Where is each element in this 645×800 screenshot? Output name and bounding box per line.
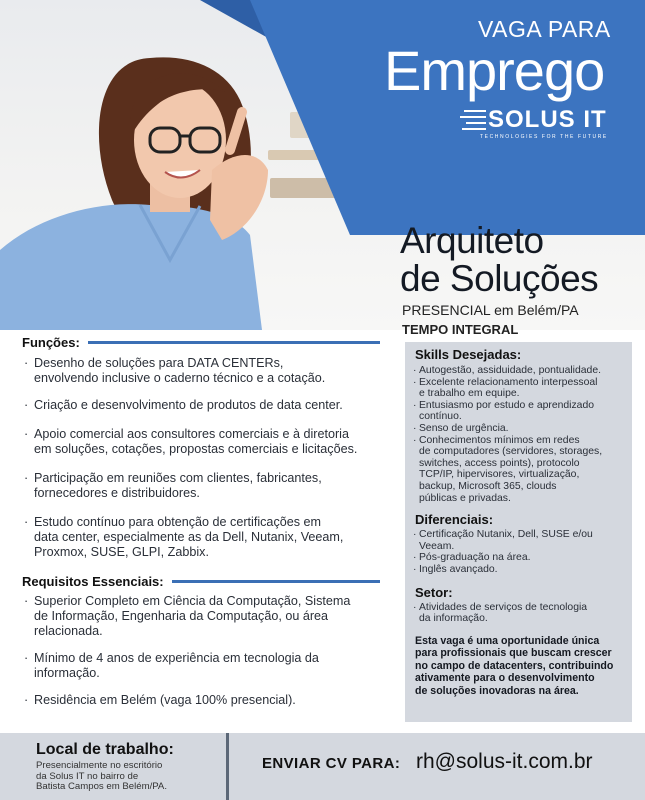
list-item	[413, 423, 632, 435]
list-item	[24, 515, 392, 560]
requisitos-heading-text: Requisitos Essenciais:	[22, 574, 164, 589]
list-item	[24, 356, 392, 386]
diferenciais-heading: Diferenciais:	[415, 512, 494, 528]
job-title-line1: Arquiteto	[400, 220, 544, 261]
requisitos-list	[22, 594, 392, 708]
list-item-text: Senso de urgência.	[419, 422, 509, 434]
bullet-icon: ·	[413, 376, 417, 388]
workplace-title: Local de trabalho:	[36, 741, 174, 758]
headline-text: Emprego	[384, 39, 605, 102]
list-item-text: Excelente relacionamento interpessoal e trabalho em equipe.	[419, 376, 598, 400]
setor-heading: Setor:	[415, 584, 453, 600]
kicker-text: VAGA PARA	[478, 16, 611, 42]
list-item	[24, 594, 392, 639]
skills-panel	[405, 342, 632, 722]
bullet-icon: ·	[413, 434, 417, 446]
bullet-icon: ·	[24, 594, 29, 608]
bullet-icon: ·	[413, 552, 417, 564]
bullet-icon: ·	[24, 427, 29, 441]
opportunity-note: Esta vaga é uma oportunidade única para profissionais que buscam crescer no campo de datacenters, contribuindo ativamente para o desenvolvimento de soluções inovadoras na área.	[415, 634, 614, 698]
list-item-text: Superior Completo em Ciência da Computação, Sistema de Informação, Engenharia da Computação, ou área relacionada.	[34, 594, 351, 638]
diferenciais-list	[405, 529, 632, 575]
job-location: PRESENCIAL em Belém/PA	[402, 302, 579, 318]
skills-list	[405, 365, 632, 504]
bullet-icon: ·	[413, 601, 417, 613]
list-item-text: Certificação Nutanix, Dell, SUSE e/ou Veeam.	[419, 529, 593, 552]
list-item-text: Residência em Belém (vaga 100% presencial).	[34, 693, 296, 707]
setor-list	[405, 602, 632, 625]
list-item-text: Criação e desenvolvimento de produtos de data center.	[34, 398, 343, 412]
list-item	[24, 693, 392, 708]
workplace-description: Presencialmente no escritório da Solus IT no bairro de Batista Campos em Belém/PA.	[36, 760, 167, 793]
list-item-text: Inglês avançado.	[419, 563, 498, 575]
logo-lines-icon	[460, 106, 488, 136]
heading-rule	[172, 580, 380, 583]
logo-tagline: TECHNOLOGIES FOR THE FUTURE	[480, 134, 608, 140]
bullet-icon: ·	[24, 693, 29, 707]
list-item	[413, 529, 632, 552]
funcoes-heading	[22, 335, 392, 350]
skills-heading: Skills Desejadas:	[415, 347, 522, 362]
list-item	[413, 377, 632, 400]
job-title-line2: de Soluções	[400, 258, 599, 299]
list-item-text: Autogestão, assiduidade, pontualidade.	[419, 365, 601, 376]
list-item-text: Participação em reuniões com clientes, fabricantes, fornecedores e distribuidores.	[34, 471, 322, 500]
list-item-text: Estudo contínuo para obtenção de certificações em data center, especialmente as da Dell, Nutanix, Veeam, Proxmox, SUSE, GLPI, Zabbix.	[34, 515, 344, 559]
list-item-text: Pós-graduação na área.	[419, 552, 531, 564]
list-item-text: Conhecimentos mínimos em redes de computadores (servidores, storages, switches, access points), protocolo TCP/IP, hipervisores, virtualização, backup, Microsoft 365, clouds públicas e privadas.	[419, 434, 603, 504]
bullet-icon: ·	[413, 399, 417, 411]
solus-it-logo	[458, 100, 628, 150]
list-item-text: Desenho de soluções para DATA CENTERs, envolvendo inclusive o caderno técnico e a cotação.	[34, 356, 326, 385]
send-cv-label: ENVIAR CV PARA:	[262, 755, 401, 772]
bullet-icon: ·	[413, 529, 417, 541]
list-item	[24, 651, 392, 681]
list-item	[413, 365, 632, 377]
list-item-text: Atividades de serviços de tecnologia da informação.	[419, 601, 588, 625]
job-type: TEMPO INTEGRAL	[402, 322, 519, 337]
list-item	[413, 400, 632, 423]
bullet-icon: ·	[24, 651, 29, 665]
list-item	[24, 427, 392, 457]
funcoes-heading-text: Funções:	[22, 335, 80, 350]
bullet-icon: ·	[24, 356, 29, 370]
list-item	[413, 435, 632, 505]
header-banner	[0, 0, 645, 330]
list-item	[24, 398, 392, 413]
list-item	[413, 564, 632, 576]
footer-divider	[226, 733, 229, 800]
left-column	[22, 335, 392, 708]
list-item	[24, 471, 392, 501]
requisitos-heading	[22, 574, 392, 589]
contact-email[interactable]: rh@solus-it.com.br	[416, 750, 593, 773]
logo-wordmark: SOLUS IT	[488, 106, 607, 133]
bullet-icon: ·	[413, 422, 417, 434]
list-item-text: Entusiasmo por estudo e aprendizado contínuo.	[419, 399, 595, 423]
bullet-icon: ·	[24, 515, 29, 529]
heading-rule	[88, 341, 380, 344]
footer-bar	[0, 733, 645, 800]
list-item	[413, 602, 632, 625]
funcoes-list	[22, 356, 392, 560]
list-item	[413, 552, 632, 564]
bullet-icon: ·	[24, 398, 29, 412]
job-title	[400, 222, 598, 298]
list-item-text: Mínimo de 4 anos de experiência em tecnologia da informação.	[34, 651, 319, 680]
list-item-text: Apoio comercial aos consultores comerciais e à diretoria em soluções, cotações, propostas comerciais e licitações.	[34, 427, 358, 456]
bullet-icon: ·	[413, 365, 417, 376]
bullet-icon: ·	[24, 471, 29, 485]
bullet-icon: ·	[413, 563, 417, 575]
